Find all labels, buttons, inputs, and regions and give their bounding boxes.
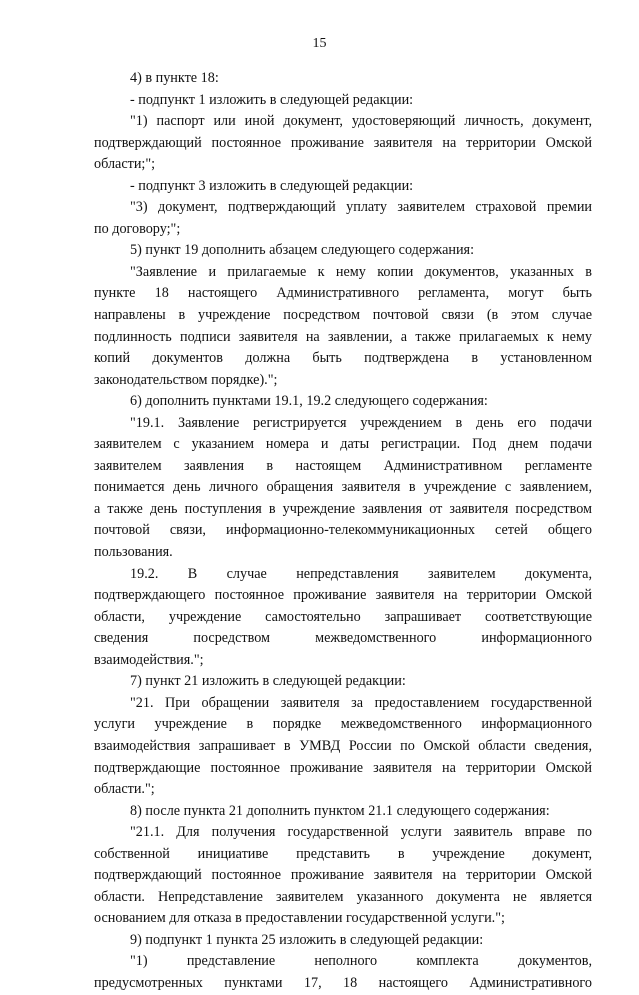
text-line: сведения посредством межведомственного информационного bbox=[94, 630, 592, 647]
text-line: области."; bbox=[94, 781, 155, 798]
text-line: взаимодействия."; bbox=[94, 651, 204, 668]
text-line: законодательством порядке)."; bbox=[94, 371, 278, 388]
text-line: подтверждающие постоянное проживание заявителя на территории Омской bbox=[94, 759, 592, 776]
text-line: подлинность подписи заявителя на заявлении, а также прилагаемых к нему bbox=[94, 328, 592, 345]
text-line: почтовой связи, информационно-телекоммуникационных сетей общего bbox=[94, 522, 592, 539]
text-line: "3) документ, подтверждающий уплату заявителем страховой премии bbox=[130, 199, 592, 216]
text-line: области, учреждение самостоятельно запрашивает соответствующие bbox=[94, 608, 592, 625]
text-line: 7) пункт 21 изложить в следующей редакции: bbox=[130, 673, 406, 690]
text-line: "21. При обращении заявителя за предоставлением государственной bbox=[130, 694, 592, 711]
text-line: копий документов должна быть подтверждена в установленном bbox=[94, 350, 592, 367]
text-line: 8) после пункта 21 дополнить пунктом 21.1 следующего содержания: bbox=[130, 802, 550, 819]
text-line: "Заявление и прилагаемые к нему копии документов, указанных в bbox=[130, 263, 592, 280]
text-line: - подпункт 3 изложить в следующей редакции: bbox=[130, 177, 414, 194]
text-line: пункте 18 настоящего Административного регламента, могут быть bbox=[94, 285, 592, 302]
text-line: понимается день личного обращения заявителя в учреждение с заявлением, bbox=[94, 479, 592, 496]
text-line: подтверждающего постоянное проживание заявителя на территории Омской bbox=[94, 587, 592, 604]
text-line: а также день поступления в учреждение заявления от заявителя посредством bbox=[94, 500, 592, 517]
text-line: 9) подпункт 1 пункта 25 изложить в следующей редакции: bbox=[130, 931, 484, 948]
document-body bbox=[94, 68, 592, 995]
text-line: услуги учреждение в порядке межведомственного информационного bbox=[94, 716, 592, 733]
text-line: области;"; bbox=[94, 156, 156, 173]
text-line: заявителем с указанием номера и даты регистрации. Под днем подачи bbox=[94, 436, 592, 453]
text-line: 19.2. В случае непредставления заявителем документа, bbox=[130, 565, 592, 582]
text-line: собственной инициативе представить в учреждение документ, bbox=[94, 845, 592, 862]
text-line: предусмотренных пунктами 17, 18 настоящего Административного bbox=[94, 974, 592, 991]
text-line: 4) в пункте 18: bbox=[130, 70, 219, 86]
text-line: подтверждающий постоянное проживание заявителя на территории Омской bbox=[94, 134, 592, 151]
page-number: 15 bbox=[312, 36, 327, 51]
text-line: "1) представление неполного комплекта документов, bbox=[130, 953, 592, 970]
text-line: 6) дополнить пунктами 19.1, 19.2 следующего содержания: bbox=[130, 393, 488, 410]
text-line: заявителем заявления в настоящем Административном регламенте bbox=[94, 457, 592, 474]
text-line: взаимодействия запрашивает в УМВД России по Омской области сведения, bbox=[94, 737, 592, 754]
text-line: по договору;"; bbox=[94, 220, 181, 237]
text-line: пользования. bbox=[94, 544, 173, 561]
text-line: области. Непредставление заявителем указанного документа не является bbox=[94, 888, 592, 905]
text-line: "21.1. Для получения государственной услуги заявитель вправе по bbox=[130, 824, 592, 841]
text-line: подтверждающий постоянное проживание заявителя на территории Омской bbox=[94, 867, 592, 884]
text-line: "19.1. Заявление регистрируется учреждением в день его подачи bbox=[130, 414, 592, 431]
text-line: направлены в учреждение посредством почтовой связи (в этом случае bbox=[94, 307, 592, 324]
text-line: - подпункт 1 изложить в следующей редакции: bbox=[130, 91, 414, 108]
text-line: "1) паспорт или иной документ, удостоверяющий личность, документ, bbox=[130, 113, 592, 130]
text-line: основанием для отказа в предоставлении государственной услуги."; bbox=[94, 910, 505, 927]
text-line: 5) пункт 19 дополнить абзацем следующего содержания: bbox=[130, 242, 475, 259]
